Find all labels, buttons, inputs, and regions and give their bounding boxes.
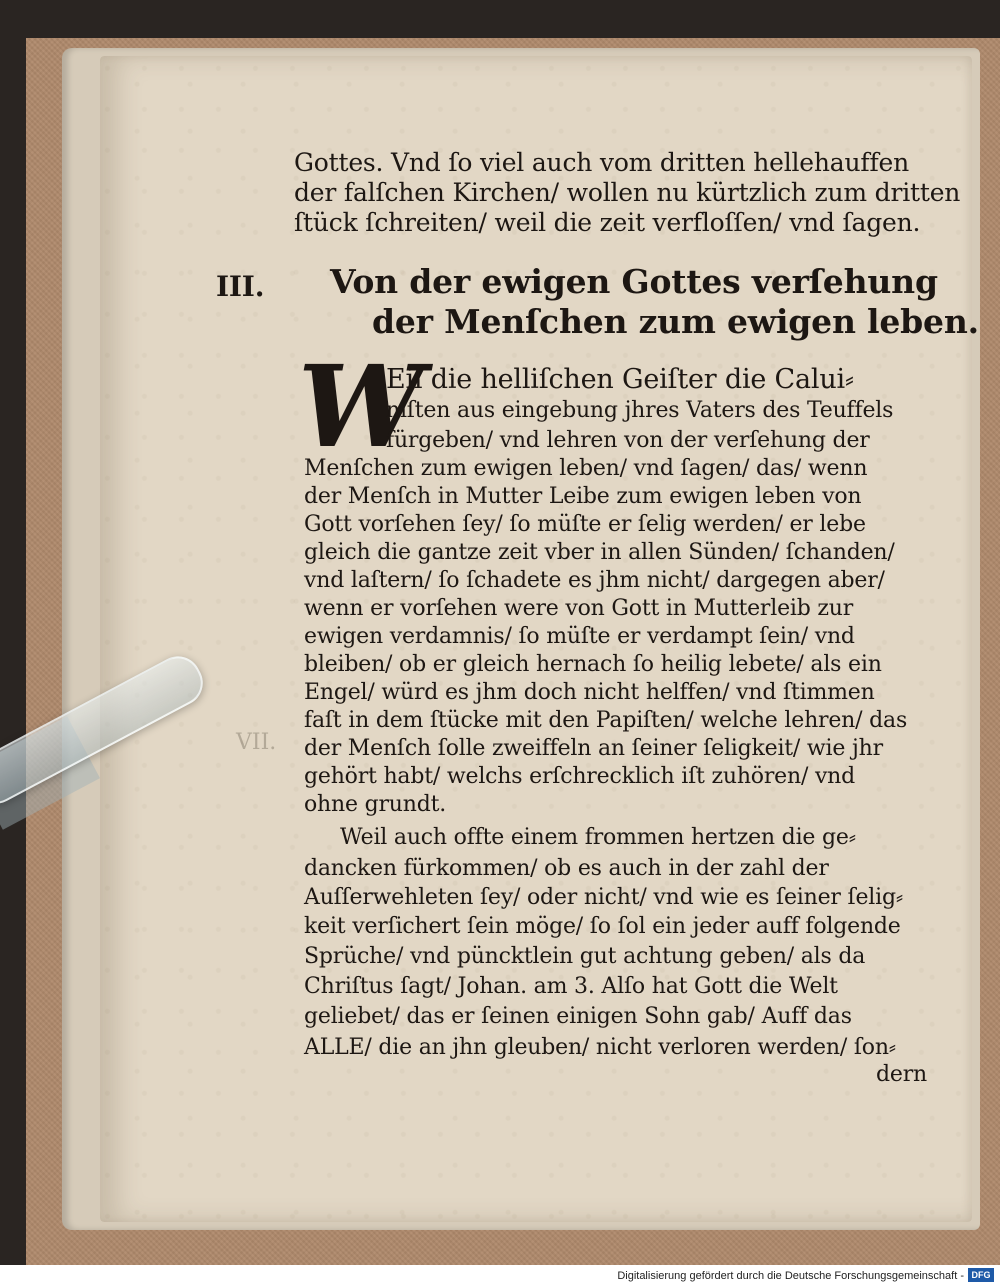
body-line: ALLE/ die an jhn gleuben/ nicht verloren werden/ ſon⸗ bbox=[304, 1035, 896, 1060]
body-line: Menſchen zum ewigen leben/ vnd ſagen/ das/ wenn bbox=[304, 456, 868, 481]
body-line: Eil die helliſchen Geiſter die Calui⸗ bbox=[386, 364, 854, 395]
body-line: geliebet/ das er ſeinen einigen Sohn gab/ Auff das bbox=[304, 1004, 852, 1029]
body-line: Engel/ würd es jhm doch nicht helffen/ vnd ſtimmen bbox=[304, 680, 875, 705]
credit-text: Digitalisierung gefördert durch die Deutsche Forschungsgemeinschaft - bbox=[617, 1270, 964, 1282]
body-line: niſten aus eingebung jhres Vaters des Teuffels bbox=[386, 398, 894, 423]
body-line: vnd laſtern/ ſo ſchadete es jhm nicht/ dargegen aber/ bbox=[304, 568, 885, 593]
body-line: gehört habt/ welchs erſchrecklich iſt zuhören/ vnd bbox=[304, 764, 856, 789]
body-line: der Menſch ſolle zweiffeln an ſeiner ſeligkeit/ wie jhr bbox=[304, 736, 883, 761]
section-number: III. bbox=[216, 270, 265, 303]
bleed-through-text: VII. bbox=[236, 730, 277, 755]
catchword: dern bbox=[876, 1062, 927, 1087]
body-line: Chriſtus ſagt/ Johan. am 3. Alſo hat Gott die Welt bbox=[304, 974, 838, 999]
body-line: ewigen verdamnis/ ſo müſte er verdampt ſein/ vnd bbox=[304, 624, 855, 649]
body-line: wenn er vorſehen were von Gott in Mutterleib zur bbox=[304, 596, 854, 621]
body-line: bleiben/ ob er gleich hernach ſo heilig lebete/ als ein bbox=[304, 652, 882, 677]
body-line: dancken fürkommen/ ob es auch in der zahl der bbox=[304, 856, 829, 881]
body-line: ohne grundt. bbox=[304, 792, 447, 817]
body-line: faſt in dem ſtücke mit den Papiſten/ welche lehren/ das bbox=[304, 708, 908, 733]
section-heading: der Menſchen zum ewigen leben. bbox=[372, 302, 979, 341]
body-line: fürgeben/ vnd lehren von der verſehung der bbox=[386, 428, 870, 453]
body-line: gleich die gantze zeit vber in allen Sünden/ ſchanden/ bbox=[304, 540, 895, 565]
body-line: Weil auch offte einem frommen hertzen die ge⸗ bbox=[340, 825, 856, 850]
body-line: Gott vorſehen ſey/ ſo müſte er ſelig werden/ er lebe bbox=[304, 512, 866, 537]
body-line: der Menſch in Mutter Leibe zum ewigen leben von bbox=[304, 484, 862, 509]
dfg-logo-icon: DFG bbox=[968, 1268, 994, 1282]
opening-line: Gottes. Vnd ſo viel auch vom dritten hellehauffen bbox=[294, 148, 910, 177]
section-heading: Von der ewigen Gottes verſehung bbox=[330, 262, 938, 301]
opening-line: der falſchen Kirchen/ wollen nu kürtzlich zum dritten bbox=[294, 178, 961, 207]
body-line: Sprüche/ vnd püncktlein gut achtung geben/ als da bbox=[304, 944, 866, 969]
body-line: keit verſichert ſein möge/ ſo ſol ein jeder auff folgende bbox=[304, 914, 901, 939]
opening-line: ſtück ſchreiten/ weil die zeit verfloſſen/ vnd ſagen. bbox=[294, 208, 921, 237]
drop-cap: W bbox=[298, 342, 424, 473]
body-line: Auſſerwehleten ſey/ oder nicht/ vnd wie es ſeiner ſelig⸗ bbox=[304, 885, 903, 910]
